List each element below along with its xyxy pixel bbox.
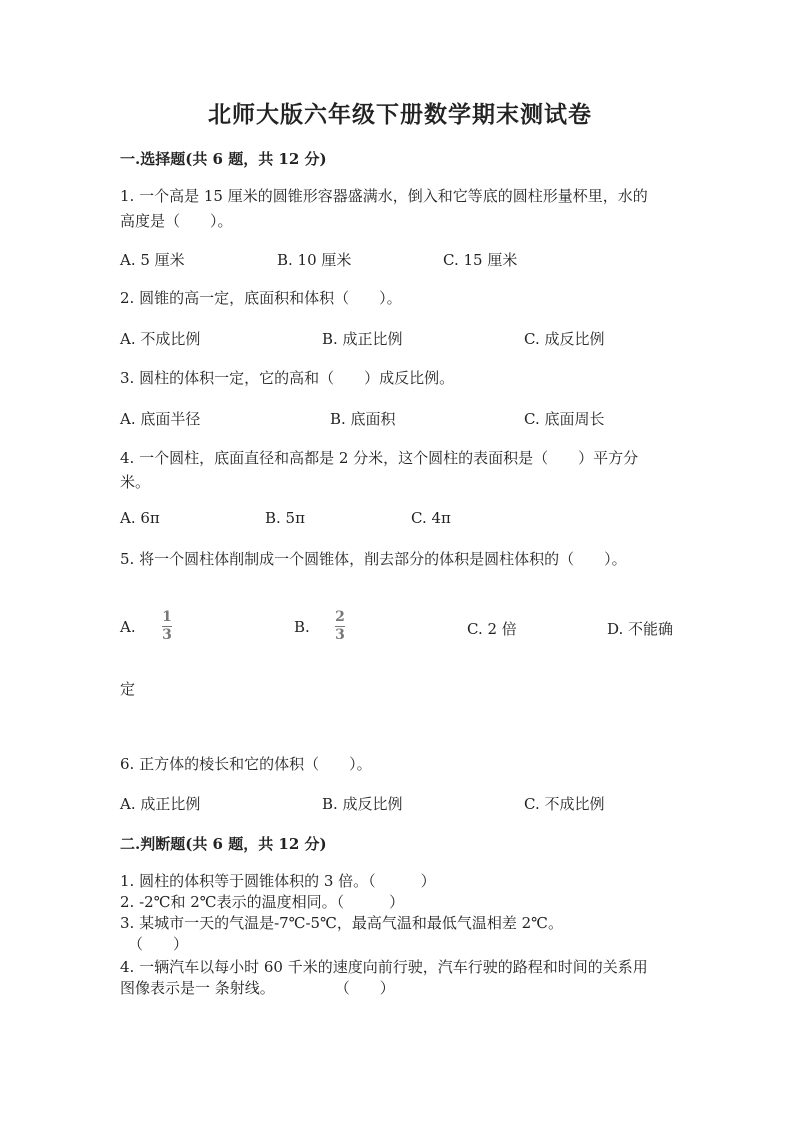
question-5: 5. 将一个圆柱体削制成一个圆锥体，削去部分的体积是圆柱体积的（ ）。 [120, 550, 627, 568]
q1-option-c: C. 15 厘米 [443, 251, 518, 269]
q5-option-d-continued: 定 [120, 680, 136, 698]
q5-option-b-fraction [335, 610, 345, 643]
fraction-numerator: 1 [162, 609, 172, 625]
q4-option-c: C. 4π [411, 509, 451, 527]
q5-option-b-label: B. [294, 618, 310, 636]
q4-option-a: A. 6π [120, 509, 160, 527]
judge-question-2: 2. -2℃和 2℃表示的温度相同。（ ） [120, 893, 405, 911]
question-2: 2. 圆锥的高一定，底面积和体积（ ）。 [120, 289, 402, 307]
q5-option-a-fraction [162, 610, 172, 643]
q6-option-b: B. 成反比例 [322, 795, 403, 813]
q3-option-b: B. 底面积 [330, 410, 396, 428]
q5-option-d: D. 不能确 [607, 620, 674, 638]
q2-option-b: B. 成正比例 [322, 330, 403, 348]
q6-option-c: C. 不成比例 [524, 795, 605, 813]
judge-question-3-line-1: 3. 某城市一天的气温是-7℃-5℃，最高气温和最低气温相差 2℃。 [120, 914, 563, 932]
fraction-denominator: 3 [162, 627, 172, 643]
judge-question-4-line-2: 图像表示是一 条射线。 （ ） [120, 979, 395, 997]
q6-option-a: A. 成正比例 [120, 795, 201, 813]
q1-option-a: A. 5 厘米 [120, 251, 185, 269]
q4-option-b: B. 5π [265, 509, 305, 527]
q2-option-a: A. 不成比例 [120, 330, 201, 348]
judge-question-3-line-2: （ ） [128, 935, 189, 953]
fraction-numerator: 2 [335, 609, 345, 625]
question-3: 3. 圆柱的体积一定，它的高和（ ）成反比例。 [120, 369, 455, 387]
q3-option-a: A. 底面半径 [120, 410, 201, 428]
q5-option-a-label: A. [120, 618, 136, 636]
fraction-denominator: 3 [335, 627, 345, 643]
question-4-line-2: 米。 [120, 473, 151, 491]
section-heading-choice: 一.选择题(共 6 题，共 12 分) [120, 150, 327, 168]
q3-option-c: C. 底面周长 [524, 410, 605, 428]
q1-option-b: B. 10 厘米 [277, 251, 352, 269]
judge-question-1: 1. 圆柱的体积等于圆锥体积的 3 倍。（ ） [120, 872, 436, 890]
question-1-line-2: 高度是（ ）。 [120, 212, 233, 230]
question-6: 6. 正方体的棱长和它的体积（ ）。 [120, 755, 372, 773]
question-4-line-1: 4. 一个圆柱，底面直径和高都是 2 分米，这个圆柱的表面积是（ ）平方分 [120, 449, 639, 467]
q2-option-c: C. 成反比例 [524, 330, 605, 348]
question-1-line-1: 1. 一个高是 15 厘米的圆锥形容器盛满水，倒入和它等底的圆柱形量杯里，水的 [120, 187, 648, 205]
section-heading-true-false: 二.判断题(共 6 题，共 12 分) [120, 835, 327, 853]
page-title: 北师大版六年级下册数学期末测试卷 [208, 101, 592, 128]
judge-question-4-line-1: 4. 一辆汽车以每小时 60 千米的速度向前行驶，汽车行驶的路程和时间的关系用 [120, 958, 648, 976]
q5-option-c: C. 2 倍 [467, 620, 517, 638]
